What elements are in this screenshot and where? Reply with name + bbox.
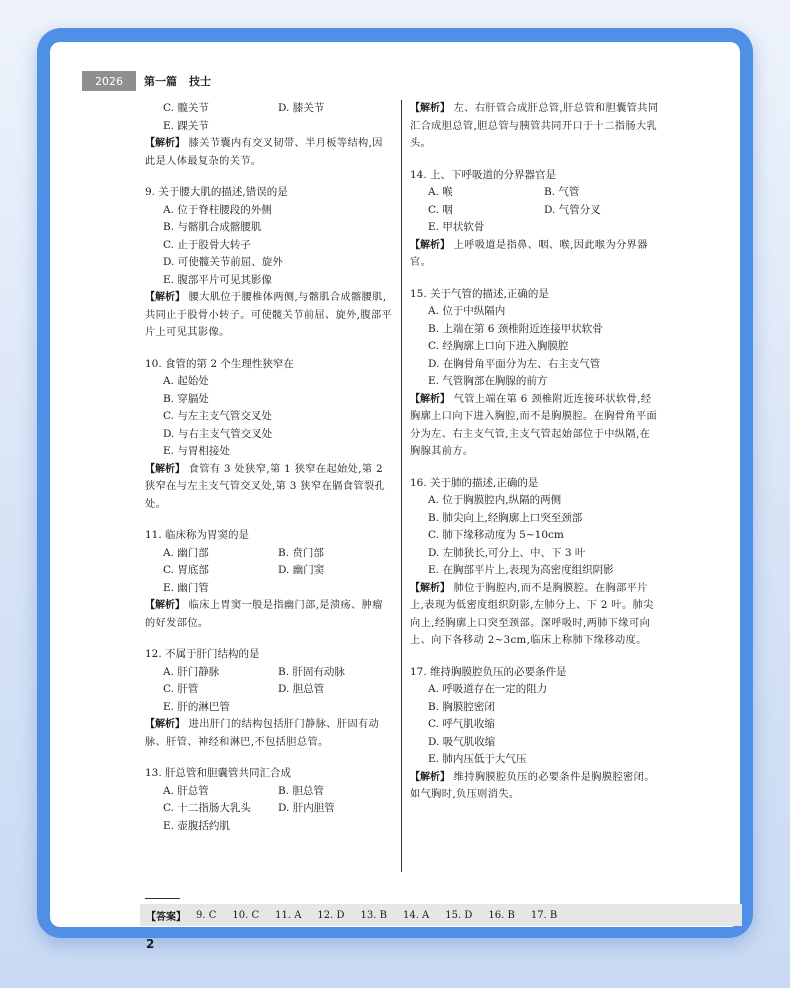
option: C. 肺下缘移动度为 5~10cm: [428, 529, 564, 541]
answer-item: 14. A: [402, 909, 430, 921]
option: B. 与髂肌合成髂腰肌: [163, 221, 262, 233]
analysis-tag: 【解析】: [410, 103, 450, 114]
analysis-tag: 【解析】: [145, 600, 185, 611]
question-stem: 9. 关于腰大肌的描述,错误的是: [145, 186, 288, 198]
option: E. 气管胸部在胸腺的前方: [428, 375, 548, 387]
question-stem: 11. 临床称为胃窦的是: [145, 529, 250, 541]
option: E. 壶腹括约肌: [163, 819, 230, 832]
option: B. 气管: [544, 186, 580, 198]
option: A. 喉: [428, 186, 453, 198]
option: C. 经胸廓上口向下进入胸膜腔: [428, 340, 569, 352]
option: A. 肝总管: [163, 784, 209, 797]
option: E. 肺内压低于大气压: [428, 753, 527, 765]
page-header: [82, 70, 211, 92]
question-9: [145, 184, 393, 342]
answer-item: 11. A: [275, 909, 302, 921]
option: D. 幽门窦: [278, 564, 325, 576]
analysis: [145, 135, 393, 170]
analysis: [410, 237, 660, 272]
analysis-tag: 【解析】: [145, 292, 185, 303]
analysis-text: 膝关节囊内有交叉韧带、半月板等结构,因此是人体最复杂的关节。: [145, 138, 383, 167]
question-12: [145, 646, 393, 751]
option: C. 胃底部: [163, 564, 209, 576]
answer-item: 17. B: [530, 909, 558, 921]
answer-item: 9. C: [196, 909, 217, 921]
question-13-analysis: [410, 100, 660, 153]
question-stem: 15. 关于气管的描述,正确的是: [410, 287, 549, 300]
option: B. 贲门部: [278, 546, 324, 559]
option-row: [145, 562, 393, 580]
analysis: [145, 289, 393, 342]
analysis-text: 腰大肌位于腰椎体两侧,与髂肌合成髂腰肌,共同止于股骨小转子。可使髋关节前屈、旋外,腹部平片上可见其影像。: [145, 292, 393, 338]
question-stem: 13. 肝总管和胆囊管共同汇合成: [145, 767, 292, 779]
option: D. 膝关节: [278, 102, 325, 114]
option: A. 起始处: [163, 375, 209, 387]
question-14: [410, 167, 660, 272]
option: A. 肝门静脉: [163, 665, 220, 678]
option: D. 吸气肌收缩: [428, 735, 496, 748]
option: C. 髋关节: [163, 102, 209, 114]
right-column: [410, 100, 660, 818]
option-row: [145, 800, 393, 818]
option: A. 位于脊柱腰段的外侧: [163, 203, 272, 216]
option-row: [145, 664, 393, 682]
question-16: [410, 475, 660, 650]
option: A. 幽门部: [163, 546, 209, 559]
analysis: [410, 769, 660, 804]
option-row: [410, 202, 660, 220]
option: E. 幽门管: [163, 581, 209, 594]
analysis: [410, 100, 660, 153]
analysis-tag: 【解析】: [410, 582, 450, 594]
analysis-text: 上呼吸道是指鼻、咽、喉,因此喉为分界器官。: [410, 239, 648, 268]
subject-title: 技士: [189, 75, 211, 88]
analysis-text: 左、右肝管合成肝总管,肝总管和胆囊管共同汇合成胆总管,胆总管与胰管共同开口于十二指肠大乳头。: [410, 103, 659, 149]
answer-item: 13. B: [360, 909, 387, 921]
question-10: [145, 356, 393, 514]
analysis: [410, 580, 660, 650]
option: E. 在胸部平片上,表现为高密度组织阴影: [428, 564, 614, 576]
year-badge: 2026: [82, 71, 136, 91]
answer-tag: 【答案】: [146, 911, 186, 923]
option: A. 位于胸膜腔内,纵隔的两侧: [428, 494, 562, 506]
question-stem: 14. 上、下呼吸道的分界器官是: [410, 168, 557, 181]
analysis-text: 进出肝门的结构包括肝门静脉、肝固有动脉、肝管、神经和淋巴,不包括胆总管。: [145, 719, 380, 748]
option: D. 与右主支气管交叉处: [163, 427, 273, 440]
option: B. 肺尖向上,经胸廓上口突至颈部: [428, 511, 583, 524]
question-stem: 16. 关于肺的描述,正确的是: [410, 476, 539, 489]
question-11: [145, 527, 393, 632]
question-8-continued: [145, 100, 393, 170]
answer-item: 12. D: [317, 909, 345, 921]
left-column: [145, 100, 393, 849]
option: C. 呼气肌收缩: [428, 718, 495, 730]
analysis-text: 食管有 3 处狭窄,第 1 狭窄在起始处,第 2 狭窄在与左主支气管交叉处,第 3 狭窄在膈食管裂孔处。: [145, 463, 386, 510]
analysis-tag: 【解析】: [410, 393, 450, 405]
analysis: [145, 716, 393, 751]
page-number: 2: [146, 937, 155, 951]
part-title: 第一篇: [144, 75, 177, 88]
option: C. 与左主支气管交叉处: [163, 410, 272, 422]
question-17: [410, 664, 660, 804]
analysis: [410, 391, 660, 461]
answer-item: 15. D: [445, 909, 473, 921]
option: C. 十二指肠大乳头: [163, 802, 251, 814]
column-divider: [401, 100, 402, 872]
analysis-text: 临床上胃窦一般是指幽门部,是溃疡、肿瘤的好发部位。: [145, 600, 383, 629]
option: E. 腹部平片可见其影像: [163, 273, 272, 286]
option: B. 上端在第 6 颈椎附近连接甲状软骨: [428, 322, 603, 335]
option: D. 可使髋关节前屈、旋外: [163, 256, 283, 268]
analysis-tag: 【解析】: [410, 771, 450, 783]
option: C. 止于股骨大转子: [163, 238, 251, 251]
analysis-tag: 【解析】: [145, 463, 185, 475]
book-page: [50, 42, 740, 951]
question-stem: 12. 不属于肝门结构的是: [145, 648, 260, 660]
analysis: [145, 461, 393, 514]
analysis-tag: 【解析】: [145, 719, 185, 730]
footer-rule: [145, 898, 180, 899]
option: E. 甲状软骨: [428, 221, 485, 233]
option-row: [410, 184, 660, 202]
option: E. 与胃相接处: [163, 445, 230, 457]
option: C. 咽: [428, 203, 453, 216]
option: C. 肝管: [163, 683, 199, 695]
option: E. 肝的淋巴管: [163, 700, 230, 713]
question-stem: 10. 食管的第 2 个生理性狭窄在: [145, 357, 294, 370]
option-row: [145, 783, 393, 801]
analysis-tag: 【解析】: [410, 239, 450, 251]
option: A. 呼吸道存在一定的阻力: [428, 683, 548, 695]
analysis-text: 气管上端在第 6 颈椎附近连接环状软骨,经胸廓上口向下进入胸腔,而不是胸膜腔。在胸骨角平面分为左、右主支气管,主支气管起始部位于中纵隔,在胸腺其前方。: [410, 393, 658, 457]
option: D. 气管分叉: [544, 203, 601, 216]
option-row: [145, 545, 393, 563]
option: B. 胆总管: [278, 784, 324, 797]
option: D. 在胸骨角平面分为左、右主支气管: [428, 357, 601, 370]
analysis-tag: 【解析】: [145, 138, 185, 149]
option: B. 胸膜腔密闭: [428, 700, 495, 713]
analysis: [145, 597, 393, 632]
option: B. 穿膈处: [163, 392, 209, 405]
option-row: [145, 681, 393, 699]
option-row: [145, 100, 393, 118]
analysis-text: 维持胸膜腔负压的必要条件是胸膜腔密闭。如气胸时,负压则消失。: [410, 771, 655, 800]
option: B. 肝固有动脉: [278, 665, 345, 678]
option: D. 肝内胆管: [278, 802, 335, 814]
answer-item: 16. B: [488, 909, 515, 921]
option: E. 踝关节: [163, 119, 209, 132]
option: A. 位于中纵隔内: [428, 305, 506, 317]
question-15: [410, 286, 660, 461]
answer-item: 10. C: [232, 909, 260, 921]
question-stem: 17. 维持胸膜腔负压的必要条件是: [410, 665, 567, 678]
question-13: [145, 765, 393, 835]
analysis-text: 肺位于胸腔内,而不是胸膜腔。在胸部平片上,表现为低密度组织阴影,左肺分上、下 2 叶。肺尖向上,经胸廓上口突至颈部。深呼吸时,两肺下缘可向上、向下各移动 2~3cm,临床上称肺下缘移动度。: [410, 582, 654, 646]
option: D. 左肺狭长,可分上、中、下 3 叶: [428, 546, 586, 559]
option: D. 胆总管: [278, 683, 325, 695]
answer-key: [140, 904, 742, 926]
